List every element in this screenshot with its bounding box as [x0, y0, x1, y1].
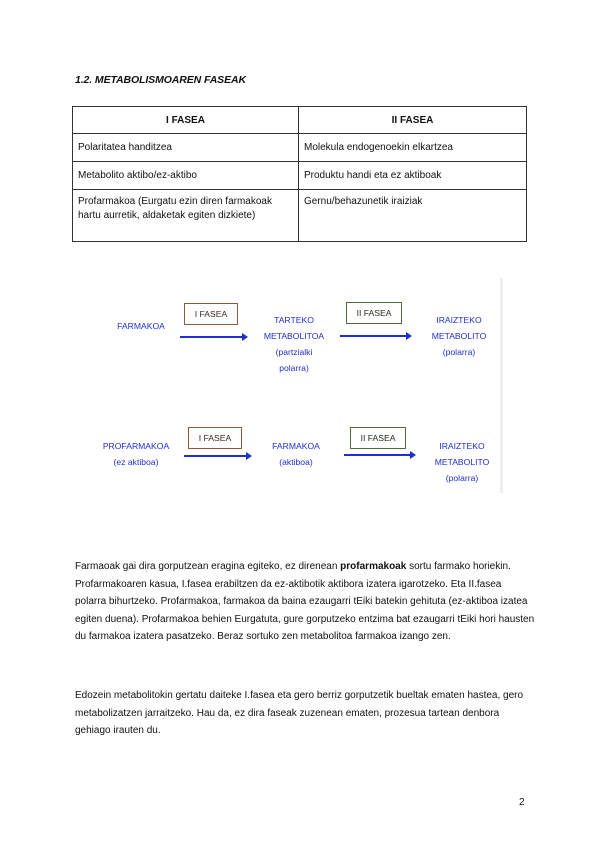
diagram-text-line: FARMAKOA — [272, 441, 320, 451]
diagram-row1-phase2-box: II FASEA — [346, 302, 402, 324]
diagram-text-line: METABOLITOA — [263, 331, 325, 341]
table-row — [73, 134, 527, 162]
diagram-text-line: METABOLITO — [431, 331, 487, 341]
diagram-text-line: (aktiboa) — [279, 457, 313, 467]
paragraph-metabolito: Edozein metabolitokin gertatu daiteke I.fasea eta gero berriz gorputzetik bueltak ematen hastea, gero metabolizatzen jarraitzeko. Hau da, ez dira faseak zuzenean ematen, prozesua tartean denbora gehiago irauten du. — [75, 690, 524, 736]
table-cell: Produktu handi eta ez aktiboak — [299, 162, 527, 190]
table-cell: Gernu/behazunetik iraiziak — [299, 190, 527, 242]
diagram-row1-end — [416, 312, 502, 360]
diagram-text-line: polarra) — [279, 363, 309, 373]
arrow-icon — [340, 335, 410, 337]
metabolism-diagram — [88, 278, 503, 493]
diagram-text-line: (partzialki — [275, 347, 313, 357]
header-phase-2: II FASEA — [299, 107, 527, 134]
diagram-row1-start: FARMAKOA — [117, 321, 165, 331]
arrow-icon — [184, 455, 250, 457]
diagram-text-line: PROFARMAKOA — [102, 441, 170, 451]
page-number: 2 — [519, 797, 525, 808]
table-cell: Polaritatea handitzea — [73, 134, 299, 162]
diagram-text-line: (polarra) — [442, 347, 476, 357]
phases-table — [72, 106, 527, 242]
section-heading: 1.2. METABOLISMOAREN FASEAK — [75, 74, 246, 86]
diagram-row1-middle — [254, 312, 334, 376]
table-cell: Molekula endogenoekin elkartzea — [299, 134, 527, 162]
paragraph-text: Farmaoak gai dira gorputzean eragina egiteko, ez direnean — [75, 561, 341, 572]
table-cell: Metabolito aktibo/ez-aktibo — [73, 162, 299, 190]
table-row — [73, 162, 527, 190]
arrow-icon — [344, 454, 414, 456]
table-header-row — [73, 107, 527, 134]
table-row — [73, 190, 527, 242]
diagram-row1-phase1-box: I FASEA — [184, 303, 238, 325]
paragraph-text: sortu farmako horiekin. Profarmakoaren kasua, I.fasea erabiltzen da ez-aktibotik aktibora izatera igarotzeko. Eta II.fasea polarra bihurtzeko. Profarmakoa, farmakoa da baina ezaugarri tEiki batekin gehituta (ez-aktiboa izatea egiten duena). Profarmakoa behien Eurgatuta, gure gorputzeko entzima bat ezaugarri tEiki hori hausten du farmakoa izatera pasatzeko. Beraz sortuko zen metabolitoa farmakoa izango zen. — [75, 561, 535, 642]
diagram-text-line: TARTEKO — [274, 315, 314, 325]
diagram-row2-phase1-box: I FASEA — [188, 427, 242, 449]
diagram-text-line: IRAIZTEKO — [436, 315, 482, 325]
diagram-row2-start — [92, 438, 180, 470]
diagram-text-line: IRAIZTEKO — [439, 441, 485, 451]
arrow-icon — [180, 336, 246, 338]
diagram-text-line: (polarra) — [445, 473, 479, 483]
diagram-row2-phase2-box: II FASEA — [350, 427, 406, 449]
header-phase-1: I FASEA — [73, 107, 299, 134]
diagram-text-line: (ez aktiboa) — [113, 457, 159, 467]
paragraph-profarmakoak — [75, 558, 535, 646]
table-cell: Profarmakoa (Eurgatu ezin diren farmakoak hartu aurretik, aldaketak egiten dizkiete) — [73, 190, 299, 242]
paragraph-bold-term: profarmakoak — [340, 561, 407, 572]
diagram-text-line: METABOLITO — [434, 457, 490, 467]
diagram-row2-end — [422, 438, 502, 486]
diagram-row2-middle — [260, 438, 332, 470]
